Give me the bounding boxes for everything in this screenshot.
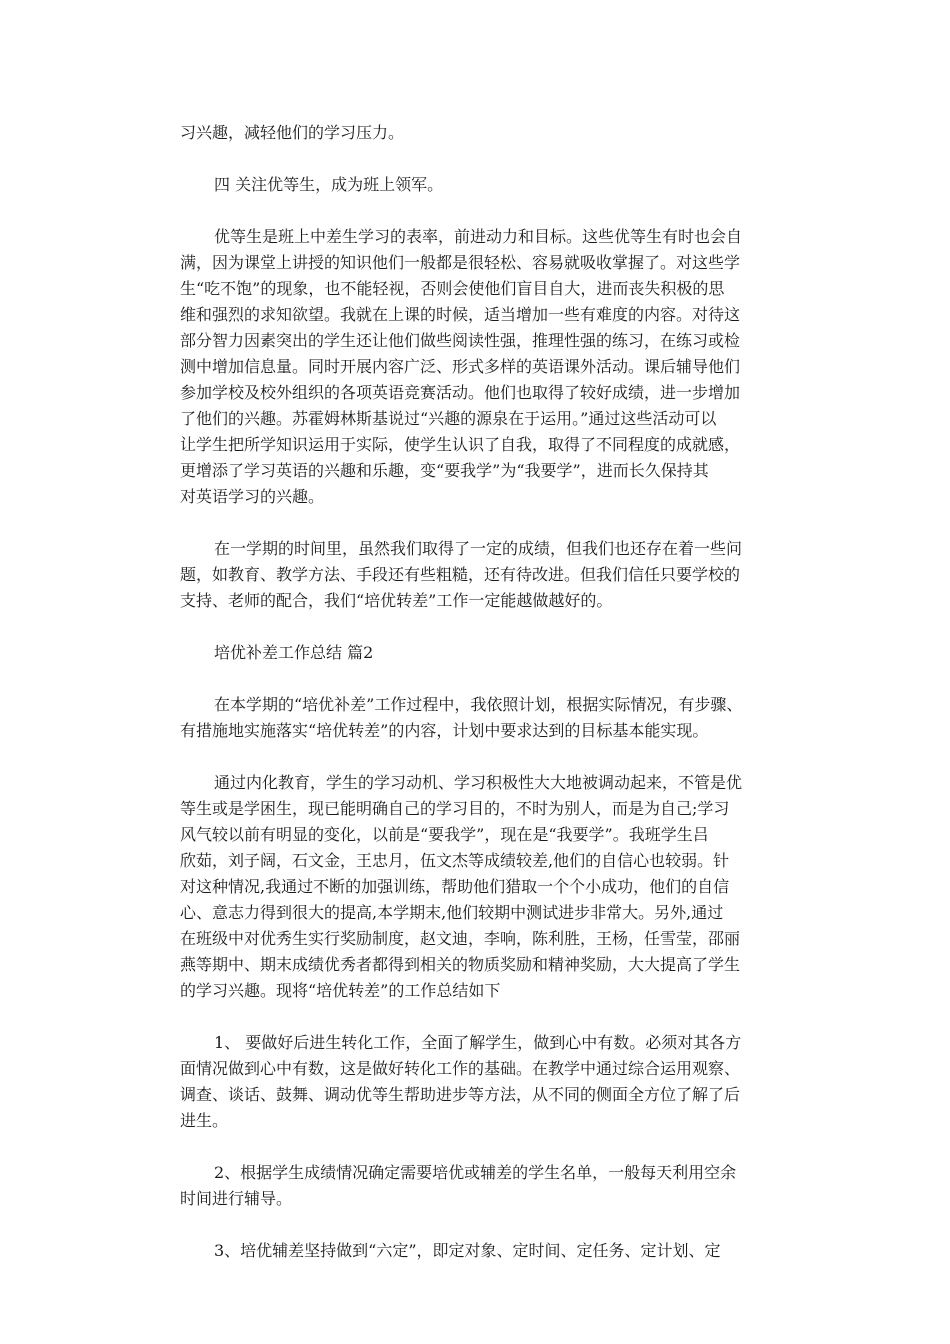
text-line: 在班级中对优秀生实行奖励制度，赵文迪，李响，陈利胜，王杨，任雪莹，邵丽: [180, 929, 741, 948]
list-item-2: [180, 1160, 780, 1212]
text-line: 有措施地实施落实“培优转差”的内容，计划中要求达到的目标基本能实现。: [180, 721, 709, 740]
text-line: 心、意志力得到很大的提高,本学期末,他们较期中测试进步非常大。另外,通过: [180, 903, 724, 922]
text-line: 调查、谈话、鼓舞、调动优等生帮助进步等方法，从不同的侧面全方位了解了后: [180, 1085, 741, 1104]
section-title-part-2: [180, 640, 780, 666]
text-line: 3、培优辅差坚持做到“六定”，即定对象、定时间、定任务、定计划、定: [214, 1241, 721, 1260]
paragraph-plan: [180, 692, 780, 744]
text-line: 面情况做到心中有数，这是做好转化工作的基础。在教学中通过综合运用观察、: [180, 1059, 741, 1078]
text-line: 更增添了学习英语的兴趣和乐趣，变“要我学”为“我要学”，进而长久保持其: [180, 461, 709, 480]
text-line: 在本学期的“培优补差”工作过程中，我依照计划，根据实际情况，有步骤、: [214, 695, 743, 714]
text-line: 维和强烈的求知欲望。我就在上课的时候，适当增加一些有难度的内容。对待这: [180, 305, 741, 324]
text-line: 生“吃不饱”的现象，也不能轻视，否则会使他们盲目自大，进而丧失积极的思: [180, 279, 725, 298]
text-line: 支持、老师的配合，我们“培优转差”工作一定能越做越好的。: [180, 591, 613, 610]
paragraph-internalize: [180, 770, 780, 1004]
text-line: 的学习兴趣。现将“培优转差”的工作总结如下: [180, 981, 501, 1000]
text-line: 在一学期的时间里，虽然我们取得了一定的成绩，但我们也还存在着一些问: [214, 539, 743, 558]
text-line: 习兴趣，减轻他们的学习压力。: [180, 123, 405, 142]
list-item-1: [180, 1030, 780, 1134]
text-line: 四 关注优等生，成为班上领军。: [214, 175, 444, 194]
text-line: 让学生把所学知识运用于实际，使学生认识了自我，取得了不同程度的成就感，: [180, 435, 741, 454]
text-line: 部分智力因素突出的学生还让他们做些阅读性强，推理性强的练习，在练习或检: [180, 331, 741, 350]
text-line: 对英语学习的兴趣。: [180, 487, 325, 506]
heading-section-4: [180, 172, 780, 198]
text-line: 时间进行辅导。: [180, 1189, 293, 1208]
paragraph-top-students: [180, 224, 780, 510]
text-line: 1、 要做好后进生转化工作，全面了解学生，做到心中有数。必须对其各方: [214, 1033, 742, 1052]
paragraph-semester: [180, 536, 780, 614]
text-line: 满，因为课堂上讲授的知识他们一般都是很轻松、容易就吸收掌握了。对这些学: [180, 253, 741, 272]
text-line: 通过内化教育，学生的学习动机、学习积极性大大地被调动起来，不管是优: [214, 773, 743, 792]
text-line: 优等生是班上中差生学习的表率，前进动力和目标。这些优等生有时也会自: [214, 227, 743, 246]
text-line: 了他们的兴趣。苏霍姆林斯基说过“兴趣的源泉在于运用。”通过这些活动可以: [180, 409, 717, 428]
list-item-3: [180, 1238, 780, 1264]
text-line: 欣茹，刘子阔，石文金，王忠月，伍文杰等成绩较差,他们的自信心也较弱。针: [180, 851, 730, 870]
text-line: 进生。: [180, 1111, 229, 1130]
text-line: 参加学校及校外组织的各项英语竞赛活动。他们也取得了较好成绩，进一步增加: [180, 383, 741, 402]
text-line: 测中增加信息量。同时开展内容广泛、形式多样的英语课外活动。课后辅导他们: [180, 357, 741, 376]
text-line: 2、根据学生成绩情况确定需要培优或辅差的学生名单，一般每天利用空余: [214, 1163, 737, 1182]
text-line: 题，如教育、教学方法、手段还有些粗糙，还有待改进。但我们信任只要学校的: [180, 565, 741, 584]
text-line: 培优补差工作总结 篇2: [214, 643, 374, 662]
text-line: 燕等期中、期末成绩优秀者都得到相关的物质奖励和精神奖励，大大提高了学生: [180, 955, 741, 974]
paragraph-intro-tail: [180, 120, 780, 146]
text-line: 风气较以前有明显的变化，以前是“要我学”，现在是“我要学”。我班学生吕: [180, 825, 709, 844]
text-line: 等生或是学困生，现已能明确自己的学习目的，不时为别人，而是为自己;学习: [180, 799, 730, 818]
document-page: [180, 120, 780, 1290]
text-line: 对这种情况,我通过不断的加强训练，帮助他们猎取一个个小成功，他们的自信: [180, 877, 730, 896]
